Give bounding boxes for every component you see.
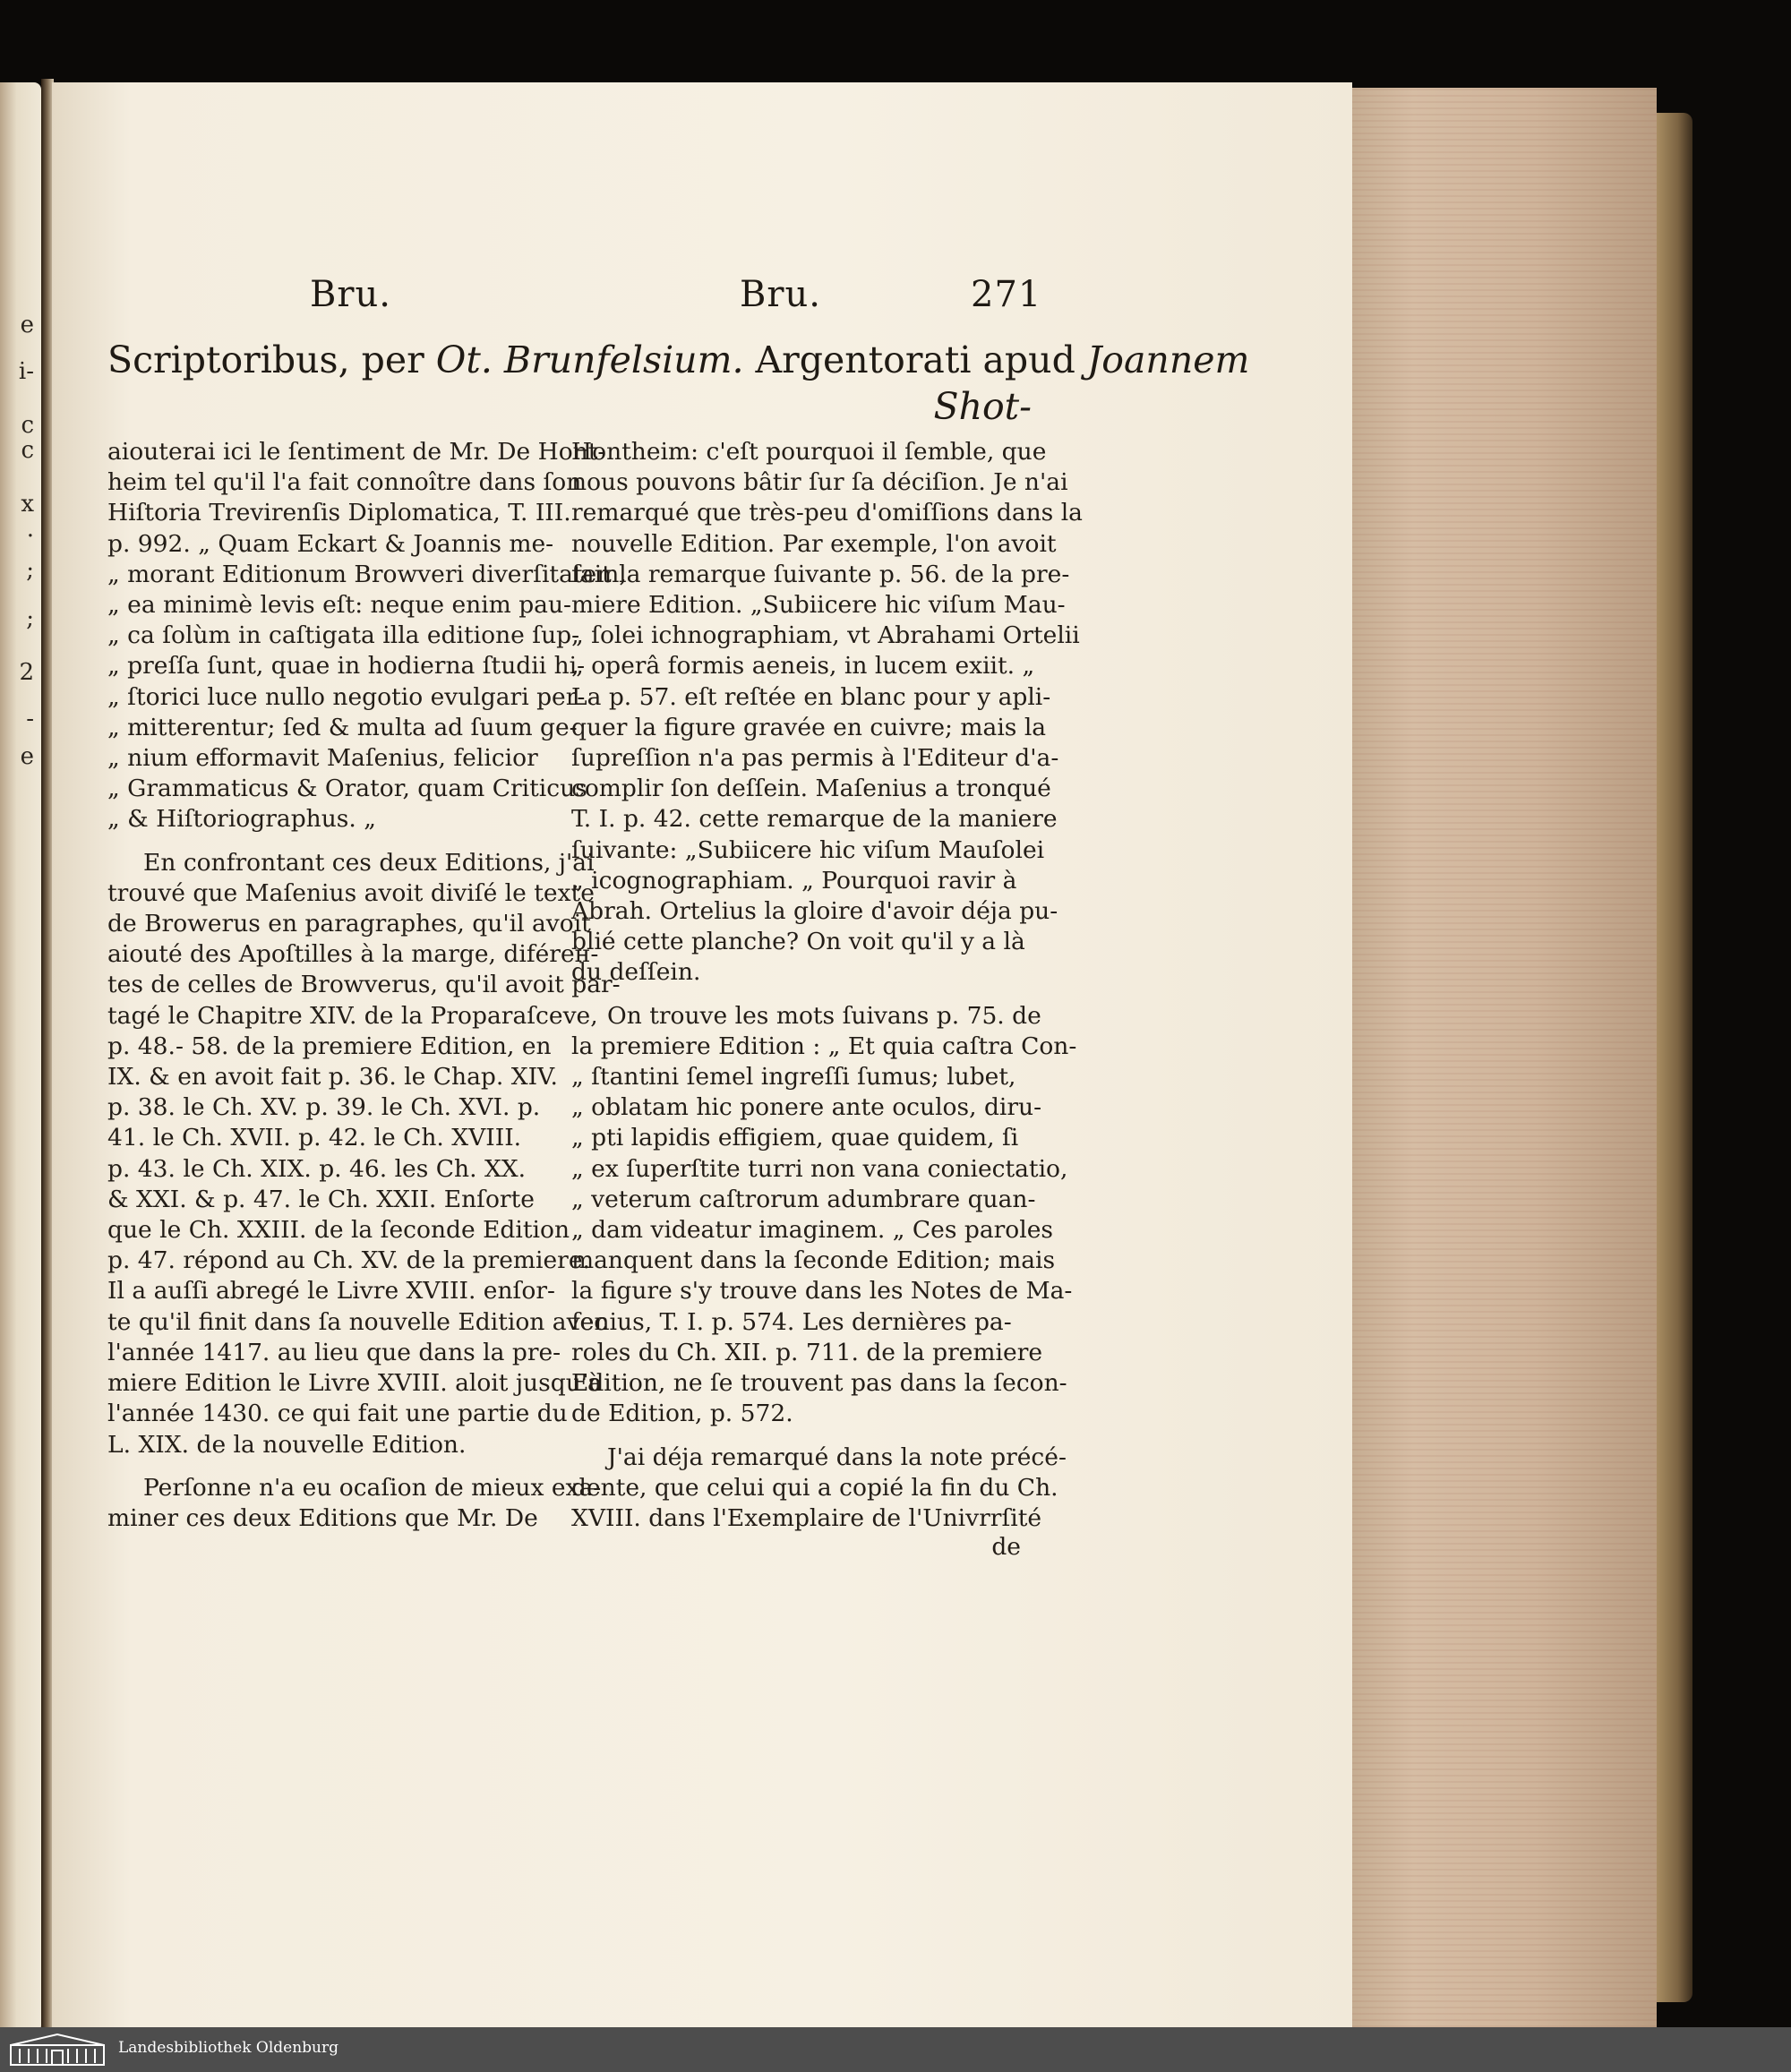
text-line: L. XIX. de la nouvelle Edition. — [107, 1430, 467, 1459]
text-line: remarqué que très-peu d'omiſſions dans la — [571, 499, 1083, 527]
library-name: Landesbibliothek Oldenburg — [118, 2039, 339, 2057]
text-line: dente, que celui qui a copié la fin du Ch. — [571, 1473, 1058, 1502]
catchword: de — [991, 1533, 1021, 1561]
text-line: „ preſſa ſunt, quae in hodierna ſtudii hi- — [107, 652, 586, 681]
text-line: „ ea minimè levis eſt: neque enim pau- — [107, 591, 572, 620]
text-line: „ ſolei ichnographiam, vt Abrahami Ortelii — [571, 621, 1080, 650]
previous-page-edge — [0, 82, 41, 2033]
text-line: aiouterai ici le ſentiment de Mr. De Hont- — [107, 438, 606, 466]
text-line: Hontheim: c'eſt pourquoi il ſemble, que — [571, 438, 1047, 466]
text-line: p. 48.- 58. de la premiere Edition, en — [107, 1032, 552, 1060]
text-line: miere Edition le Livre XVIII. aloit jusqu'à — [107, 1369, 602, 1398]
text-line: la figure s'y trouve dans les Notes de Ma- — [571, 1277, 1073, 1306]
text-line: „ ſtantini ſemel ingreſſi ſumus; lubet, — [571, 1063, 1016, 1092]
text-line: du deſſein. — [571, 958, 701, 987]
text-line: „ icognographiam. „ Pourquoi ravir à — [571, 866, 1017, 895]
paragraph — [571, 1443, 1067, 1535]
text-line: „ ex ſuperſtite turri non vana coniectatio, — [571, 1154, 1068, 1183]
footer-bar — [0, 2027, 1791, 2072]
text-line: T. I. p. 42. cette remarque de la maniere — [571, 805, 1058, 834]
title-continuation: Shot- — [933, 385, 1032, 428]
running-head-left: Bru. — [310, 274, 391, 315]
previous-page-fragment: c — [21, 437, 34, 464]
running-head-center: Bru. — [740, 274, 821, 315]
text-line: aiouté des Apoſtilles à la marge, diférен- — [107, 940, 599, 969]
text-line: „ Grammaticus & Orator, quam Criticus — [107, 775, 587, 803]
title-author: Ot. Brunfelsium. — [435, 338, 744, 381]
text-line: complir ſon deſſein. Maſenius a tronqué — [571, 775, 1051, 803]
text-line: En confrontant ces deux Editions, j'ai — [143, 848, 595, 877]
text-line: de Edition, p. 572. — [571, 1400, 793, 1428]
page-number: 271 — [971, 274, 1042, 315]
paragraph — [107, 848, 621, 1460]
text-line: Perſonne n'a eu ocaſion de mieux exa- — [143, 1473, 602, 1502]
text-line: Hiſtoria Trevirenſis Diplomatica, T. III. — [107, 499, 571, 527]
text-line: 41. le Ch. XVII. p. 42. le Ch. XVIII. — [107, 1124, 522, 1152]
text-line: miner ces deux Editions que Mr. De — [107, 1503, 538, 1532]
text-line: ſupreſſion n'a pas permis à l'Editeur d'a- — [571, 744, 1059, 773]
text-line: „ ſtorici luce nullo negotio evulgari per- — [107, 682, 586, 711]
text-line: XVIII. dans l'Exemplaire de l'Univrrſité — [571, 1503, 1042, 1532]
text-line: IX. & en avoit fait p. 36. le Chap. XIV. — [107, 1063, 558, 1092]
text-line: l'année 1430. ce qui fait une partie du — [107, 1400, 568, 1428]
text-line: p. 992. „ Quam Eckart & Joannis me- — [107, 529, 554, 558]
previous-page-fragment: e — [20, 743, 34, 770]
text-line: „ pti lapidis effigiem, quae quidem, ſi — [571, 1124, 1019, 1152]
previous-page-fragment: x — [21, 491, 34, 518]
text-line: de Browerus en paragraphes, qu'il avoit — [107, 910, 591, 938]
previous-page-fragment: c — [21, 412, 34, 439]
library-building-icon — [9, 2033, 106, 2067]
text-line: trouvé que Maſenius avoit diviſé le texte — [107, 878, 595, 907]
text-line: J'ai déja remarqué dans la note précé- — [607, 1443, 1067, 1471]
text-line: la premiere Edition : „ Et quia caſtra Con- — [571, 1032, 1077, 1060]
text-line: nouvelle Edition. Par exemple, l'on avoit — [571, 529, 1057, 558]
text-line: „ & Hiſtoriographus. „ — [107, 805, 376, 834]
text-line: „ veterum caſtrorum adumbrare quan- — [571, 1185, 1036, 1213]
left-column — [107, 437, 627, 1546]
paragraph — [107, 437, 627, 835]
text-line: miere Edition. „Subiicere hic viſum Mau- — [571, 591, 1066, 620]
title-part1: Scriptoribus, per — [107, 338, 436, 381]
text-line: p. 38. le Ch. XV. p. 39. le Ch. XVI. p. — [107, 1093, 541, 1122]
title-line — [107, 338, 1250, 381]
previous-page-fragment: ; — [26, 557, 34, 584]
text-line: te qu'il finit dans ſa nouvelle Edition avec — [107, 1307, 608, 1336]
previous-page-fragment: 2 — [19, 659, 34, 686]
text-line: manquent dans la ſeconde Edition; mais — [571, 1246, 1056, 1275]
text-line: roles du Ch. XII. p. 711. de la premiere — [571, 1338, 1043, 1366]
text-line: „ nium efformavit Maſenius, felicior — [107, 744, 538, 773]
book-cover-edge — [1657, 113, 1692, 2002]
text-line: nous pouvons bâtir ſur ſa déciſion. Je n'ai — [571, 468, 1068, 497]
text-line: ſuivante: „Subiicere hic viſum Mauſolei — [571, 835, 1045, 864]
text-line: que le Ch. XXIII. de la ſeconde Edition — [107, 1216, 570, 1245]
text-line: „ ca ſolùm in caſtigata illa editione ſup- — [107, 621, 580, 650]
text-line: p. 47. répond au Ch. XV. de la premiere. — [107, 1246, 590, 1275]
text-line: Il a auſſi abregé le Livre XVIII. enſor- — [107, 1277, 555, 1306]
page-fore-edge — [1352, 88, 1657, 2027]
text-line: quer la figure gravée en cuivre; mais la — [571, 713, 1047, 741]
previous-page-fragment: - — [26, 706, 34, 732]
right-column — [571, 437, 1083, 1546]
text-line: Edition, ne ſe trouvent pas dans la ſecon- — [571, 1369, 1067, 1398]
text-line: „ oblatam hic ponere ante oculos, diru- — [571, 1093, 1042, 1122]
previous-page-fragment: i- — [18, 358, 34, 385]
title-name: Joannem — [1086, 338, 1250, 381]
text-line: tagé le Chapitre XIV. de la Proparaſceve, — [107, 1001, 598, 1030]
paragraph — [571, 1001, 1077, 1430]
text-line: „ operâ formis aeneis, in lucem exiit. „ — [571, 652, 1035, 681]
text-line: „ dam videatur imaginem. „ Ces paroles — [571, 1216, 1054, 1245]
paragraph — [571, 437, 1083, 989]
text-line: „ mitterentur; ſed & multa ad ſuum ge- — [107, 713, 578, 741]
text-line: „ morant Editionum Browveri diverſitatem, — [107, 560, 627, 588]
text-line: p. 43. le Ch. XIX. p. 46. les Ch. XX. — [107, 1154, 527, 1183]
text-line: La p. 57. eſt reſtée en blanc pour y apli- — [571, 682, 1051, 711]
text-line: ſenius, T. I. p. 574. Les dernières pa- — [571, 1307, 1012, 1336]
text-line: heim tel qu'il l'a fait connoître dans ſon — [107, 468, 582, 497]
paragraph — [107, 1473, 602, 1534]
text-line: fait la remarque ſuivante p. 56. de la pre- — [571, 560, 1070, 588]
previous-page-fragment: . — [26, 516, 34, 543]
text-line: l'année 1417. au lieu que dans la pre- — [107, 1338, 561, 1366]
title-part2: Argentorati apud — [743, 338, 1087, 381]
text-line: tes de celles de Browverus, qu'il avoit par- — [107, 971, 621, 999]
previous-page-fragment: ; — [26, 605, 34, 632]
text-line: blié cette planche? On voit qu'il y a là — [571, 928, 1025, 956]
previous-page-fragment: e — [20, 312, 34, 338]
text-line: Abrah. Ortelius la gloire d'avoir déja pu- — [571, 897, 1058, 926]
text-line: & XXI. & p. 47. le Ch. XXII. Enſorte — [107, 1185, 535, 1213]
text-line: On trouve les mots ſuivans p. 75. de — [607, 1001, 1041, 1030]
